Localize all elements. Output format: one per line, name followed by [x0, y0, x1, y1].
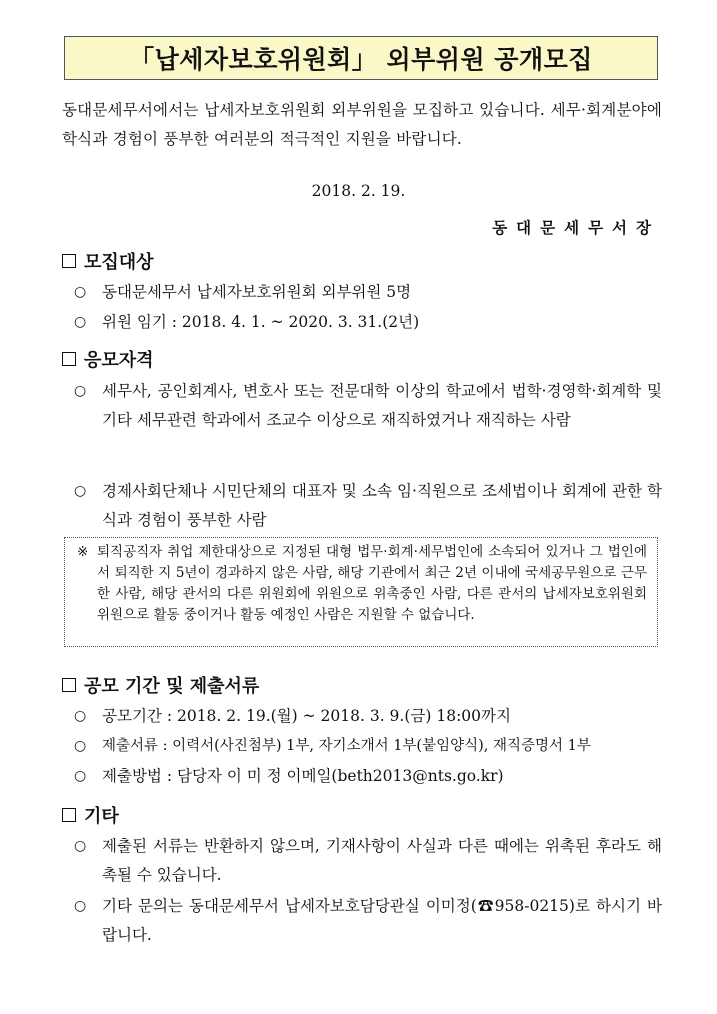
list-item: [74, 278, 662, 307]
circle-bullet-icon: ○: [74, 314, 87, 330]
list-item: [74, 702, 662, 731]
section-heading-label: 공모 기간 및 제출서류: [84, 676, 260, 697]
circle-bullet-icon: ○: [74, 738, 87, 754]
checkbox-square-icon: [62, 678, 76, 692]
checkbox-square-icon: [62, 352, 76, 366]
checkbox-square-icon: [62, 808, 76, 822]
circle-bullet-icon: ○: [74, 708, 87, 724]
list-item: [74, 832, 662, 890]
list-item-text: 동대문세무서 납세자보호위원회 외부위원 5명: [102, 283, 412, 301]
circle-bullet-icon: ○: [74, 383, 87, 399]
section-heading-qualification: [62, 346, 154, 372]
circle-bullet-icon: ○: [74, 768, 87, 784]
section-heading-label: 응모자격: [84, 350, 154, 371]
list-item-text: 기타 문의는 동대문세무서 납세자보호담당관실 이미정(☎958-0215)로 하시기 바랍니다.: [102, 897, 662, 944]
section-heading-recruit: [62, 248, 154, 274]
list-item-text: 위원 임기 : 2018. 4. 1. ~ 2020. 3. 31.(2년): [102, 313, 420, 331]
section-heading-period: [62, 672, 259, 698]
intro-paragraph: 동대문세무서에서는 납세자보호위원회 외부위원을 모집하고 있습니다. 세무·회계분야에 학식과 경험이 풍부한 여러분의 적극적인 지원을 바랍니다.: [62, 101, 662, 148]
eligibility-note-box: [64, 537, 658, 647]
checkbox-square-icon: [62, 254, 76, 268]
section-heading-etc: [62, 802, 119, 828]
list-item-text: 제출서류 : 이력서(사진첨부) 1부, 자기소개서 1부(붙임양식), 재직증명서 1부: [102, 738, 591, 754]
list-item: [74, 762, 662, 791]
list-item-text: 제출방법 : 담당자 이 미 정 이메일(beth2013@nts.go.kr): [102, 767, 504, 785]
list-item-text: 제출된 서류는 반환하지 않으며, 기재사항이 사실과 다른 때에는 위촉된 후라도 해촉될 수 있습니다.: [102, 837, 662, 884]
reference-mark-icon: ※: [77, 544, 89, 560]
eligibility-note-text: 퇴직공직자 취업 제한대상으로 지정된 대형 법무·회계·세무법인에 소속되어 있거나 그 법인에서 퇴직한 지 5년이 경과하지 않은 사람, 해당 기관에서 최근 2년 이내에 국세공무원으로 근무한 사람, 해당 관서의 다른 위원회에 위원으로 위촉중인 사람, 다른 관서의 납세자보호위원회 위원으로 활동 중이거나 활동 예정인 사람은 지원할 수 없습니다.: [97, 544, 647, 623]
list-item: [74, 732, 662, 761]
circle-bullet-icon: ○: [74, 898, 87, 914]
list-item-text: 세무사, 공인회계사, 변호사 또는 전문대학 이상의 학교에서 법학·경영학·회계학 및 기타 세무관련 학과에서 조교수 이상으로 재직하였거나 재직하는 사람: [102, 382, 662, 429]
signer: 동대문세무서장: [492, 219, 660, 237]
notice-date: 2018. 2. 19.: [311, 182, 406, 200]
list-item-text: 공모기간 : 2018. 2. 19.(월) ~ 2018. 3. 9.(금) 18:00까지: [102, 707, 511, 725]
section-heading-label: 기타: [84, 806, 119, 827]
circle-bullet-icon: ○: [74, 483, 87, 499]
circle-bullet-icon: ○: [74, 838, 87, 854]
page-title: 「납세자보호위원회」 외부위원 공개모집: [64, 36, 658, 80]
list-item: [74, 377, 662, 435]
circle-bullet-icon: ○: [74, 284, 87, 300]
list-item: [74, 308, 662, 337]
section-heading-label: 모집대상: [84, 252, 154, 273]
list-item: [74, 477, 662, 535]
list-item: [74, 892, 662, 950]
list-item-text: 경제사회단체나 시민단체의 대표자 및 소속 임·직원으로 조세법이나 회계에 관한 학식과 경험이 풍부한 사람: [102, 482, 662, 529]
